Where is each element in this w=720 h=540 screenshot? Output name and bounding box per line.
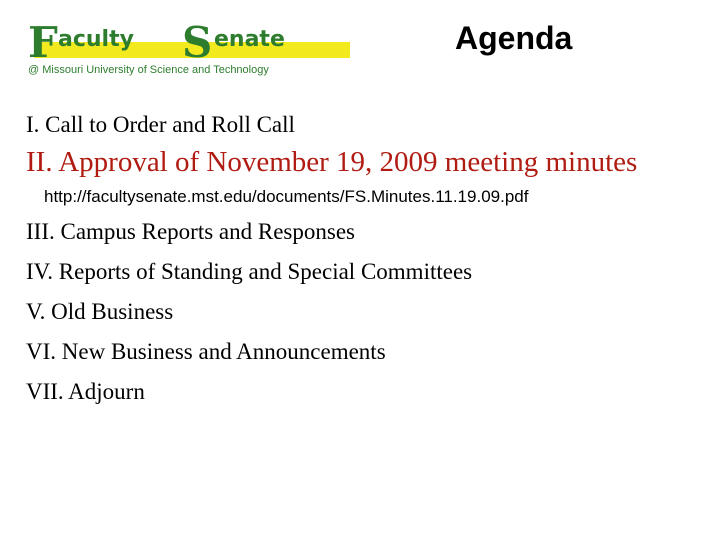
agenda-item-adjourn: VII. Adjourn bbox=[26, 379, 145, 404]
page-title: Agenda bbox=[455, 20, 573, 56]
agenda-list bbox=[26, 108, 716, 412]
logo-initial-f: F bbox=[28, 18, 58, 67]
agenda-item-approval-minutes: II. Approval of November 19, 2009 meeting minutes bbox=[26, 146, 638, 178]
faculty-senate-logo bbox=[14, 12, 336, 74]
agenda-item-campus-reports: III. Campus Reports and Responses bbox=[26, 219, 355, 244]
logo-word-faculty: aculty bbox=[58, 27, 134, 52]
logo-initial-s: S bbox=[182, 18, 213, 67]
agenda-item-new-business: VI. New Business and Announcements bbox=[26, 339, 386, 364]
minutes-link[interactable]: http://facultysenate.mst.edu/documents/FS.Minutes.11.19.09.pdf bbox=[44, 187, 529, 206]
agenda-item-committee-reports: IV. Reports of Standing and Special Committees bbox=[26, 259, 473, 284]
agenda-item-old-business: V. Old Business bbox=[26, 299, 174, 324]
agenda-item-call-to-order: I. Call to Order and Roll Call bbox=[26, 112, 295, 137]
logo-subtitle: @ Missouri University of Science and Technology bbox=[28, 64, 269, 76]
logo-word-senate: enate bbox=[214, 27, 285, 52]
